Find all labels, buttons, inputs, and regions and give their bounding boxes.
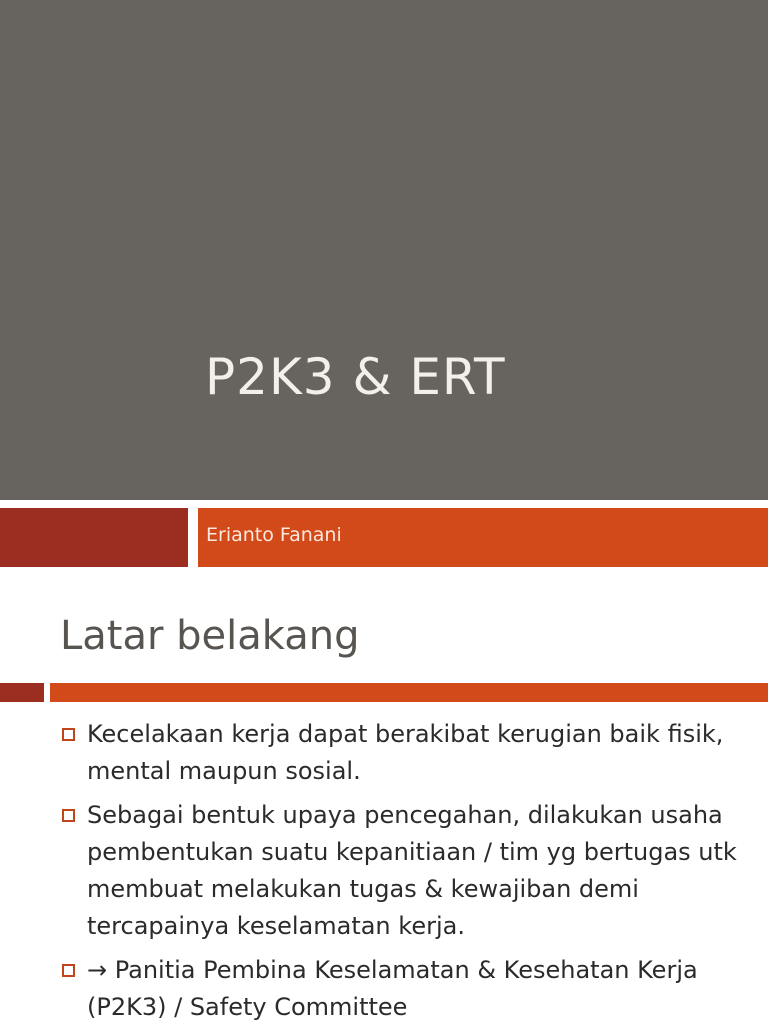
square-bullet-icon	[62, 728, 75, 741]
bullet-text: Sebagai bentuk upaya pencegahan, dilakukan usaha pembentukan suatu kepanitiaan / tim yg bertugas utk membuat melakukan tugas & kewajiban demi tercapainya keselamatan kerja.	[87, 801, 737, 940]
bullet-item	[60, 716, 760, 790]
square-bullet-icon	[62, 809, 75, 822]
accent-band-right	[198, 508, 768, 567]
slide-subtitle: Erianto Fanani	[206, 524, 342, 546]
bullet-list	[60, 716, 760, 1033]
bullet-item	[60, 952, 760, 1026]
square-bullet-icon	[62, 964, 75, 977]
heading-rule-right	[50, 683, 768, 702]
heading-rule-left	[0, 683, 44, 702]
slide-title: P2K3 & ERT	[205, 348, 506, 406]
title-slide-background	[0, 0, 768, 500]
bullet-text: Kecelakaan kerja dapat berakibat kerugian baik fisik, mental maupun sosial.	[87, 720, 724, 785]
accent-band-left	[0, 508, 188, 567]
bullet-item	[60, 797, 760, 945]
section-heading: Latar belakang	[60, 613, 360, 659]
bullet-text: → Panitia Pembina Keselamatan & Kesehatan Kerja (P2K3) / Safety Committee	[87, 956, 698, 1021]
